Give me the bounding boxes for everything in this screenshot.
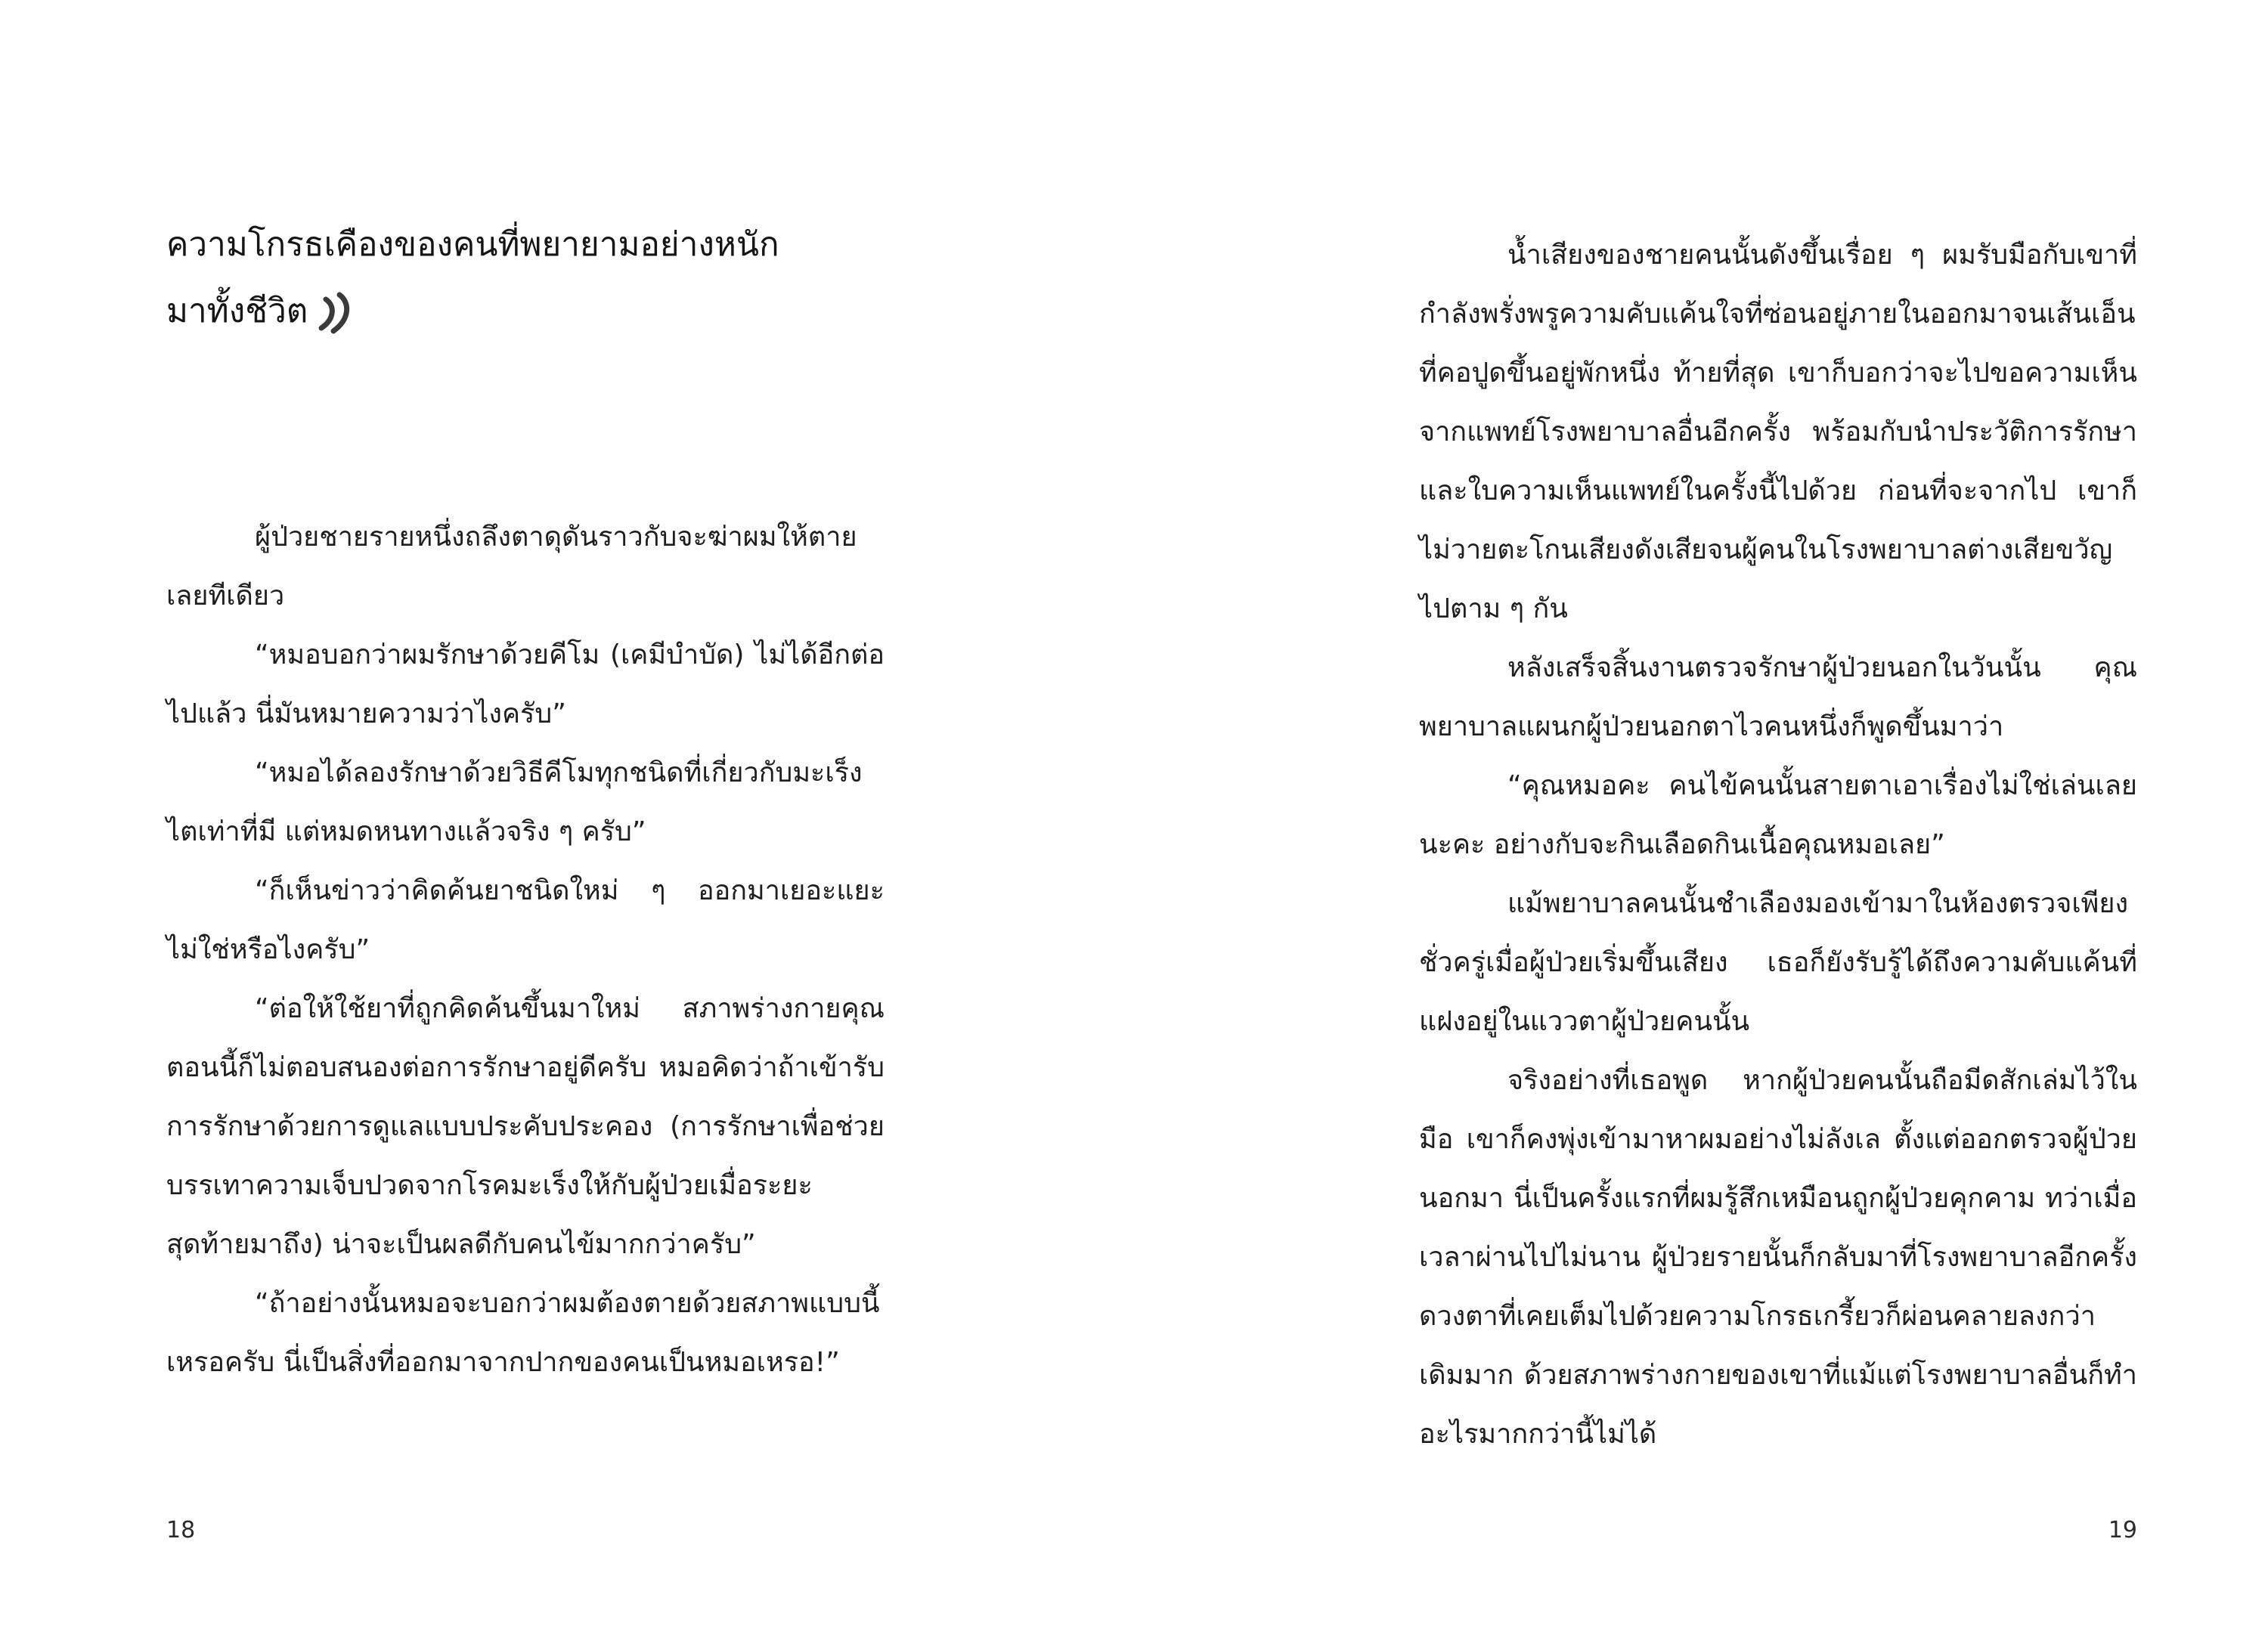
chapter-title-line-2-wrap (166, 278, 907, 345)
left-paragraph-1: ผู้ป่วยชายรายหนึ่งถลึงตาดุดันราวกับจะฆ่าผมให้ตายเลยทีเดียว (166, 522, 857, 611)
page-number-right: 19 (2108, 1517, 2137, 1543)
left-paragraph-2: “หมอบอกว่าผมรักษาด้วยคีโม (เคมีบำบัด) ไม่ได้อีกต่อไปแล้ว นี่มันหมายความว่าไงครับ” (166, 639, 885, 729)
page-number-left: 18 (166, 1517, 196, 1543)
chapter-title-line-1: ความโกรธเคืองของคนที่พยายามอย่างหนัก (166, 225, 779, 264)
right-paragraph-1: น้ำเสียงของชายคนนั้นดังขึ้นเรื่อย ๆ ผมรับมือกับเขาที่กำลังพรั่งพรูความคับแค้นใจที่ซ่อนอยู่ภายในออกมาจนเส้นเอ็นที่คอปูดขึ้นอยู่พักหนึ่ง ท้ายที่สุด เขาก็บอกว่าจะไปขอความเห็นจากแพทย์โรงพยาบาลอื่นอีกครั้ง พร้อมกับนำประวัติการรักษาและใบความเห็นแพทย์ในครั้งนี้ไปด้วย ก่อนที่จะจากไป เขาก็ไม่วายตะโกนเสียงดังเสียจนผู้คนในโรงพยาบาลต่างเสียขวัญไปตาม ๆ กัน (1419, 240, 2137, 624)
chapter-title (166, 212, 907, 345)
left-paragraph-6: “ถ้าอย่างนั้นหมอจะบอกว่าผมต้องตายด้วยสภาพแบบนี้เหรอครับ นี่เป็นสิ่งที่ออกมาจากปากของคนเป็นหมอเหรอ!” (166, 1288, 880, 1378)
left-paragraph-3: “หมอได้ลองรักษาด้วยวิธีคีโมทุกชนิดที่เกี่ยวกับมะเร็งไตเท่าที่มี แต่หมดหนทางแล้วจริง ๆ ครับ” (166, 757, 863, 847)
left-paragraph-4: “ก็เห็นข่าวว่าคิดค้นยาชนิดใหม่ ๆ ออกมาเยอะแยะไม่ใช่หรือไงครับ” (166, 875, 885, 965)
chapter-title-line-2: มาทั้งชีวิต (166, 292, 308, 330)
closing-quote-mark-icon (312, 289, 356, 337)
right-body-text (1419, 226, 2137, 1464)
right-paragraph-5: จริงอย่างที่เธอพูด หากผู้ป่วยคนนั้นถือมีดสักเล่มไว้ในมือ เขาก็คงพุ่งเข้ามาหาผมอย่างไม่ลังเล ตั้งแต่ออกตรวจผู้ป่วยนอกมา นี่เป็นครั้งแรกที่ผมรู้สึกเหมือนถูกผู้ป่วยคุกคาม ทว่าเมื่อเวลาผ่านไปไม่นาน ผู้ป่วยรายนั้นก็กลับมาที่โรงพยาบาลอีกครั้ง ดวงตาที่เคยเต็มไปด้วยความโกรธเกรี้ยวก็ผ่อนคลายลงกว่าเดิมมาก ด้วยสภาพร่างกายของเขาที่แม้แต่โรงพยาบาลอื่นก็ทำอะไรมากกว่านี้ไม่ได้ (1419, 1065, 2137, 1450)
right-paragraph-3: “คุณหมอคะ คนไข้คนนั้นสายตาเอาเรื่องไม่ใช่เล่นเลยนะคะ อย่างกับจะกินเลือดกินเนื้อคุณหมอเลย” (1419, 770, 2137, 860)
right-paragraph-4: แม้พยาบาลคนนั้นชำเลืองมองเข้ามาในห้องตรวจเพียงชั่วครู่เมื่อผู้ป่วยเริ่มขึ้นเสียง เธอก็ยังรับรู้ได้ถึงความคับแค้นที่แฝงอยู่ในแววตาผู้ป่วยคนนั้น (1419, 888, 2137, 1037)
left-paragraph-5: “ต่อให้ใช้ยาที่ถูกคิดค้นขึ้นมาใหม่ สภาพร่างกายคุณตอนนี้ก็ไม่ตอบสนองต่อการรักษาอยู่ดีครับ หมอคิดว่าถ้าเข้ารับการรักษาด้วยการดูแลแบบประคับประคอง (การรักษาเพื่อช่วยบรรเทาความเจ็บปวดจากโรคมะเร็งให้กับผู้ป่วยเมื่อระยะสุดท้ายมาถึง) น่าจะเป็นผลดีกับคนไข้มากกว่าครับ” (166, 993, 885, 1260)
left-body-text (166, 508, 885, 1392)
right-paragraph-2: หลังเสร็จสิ้นงานตรวจรักษาผู้ป่วยนอกในวันนั้น คุณพยาบาลแผนกผู้ป่วยนอกตาไวคนหนึ่งก็พูดขึ้นมาว่า (1419, 652, 2137, 742)
